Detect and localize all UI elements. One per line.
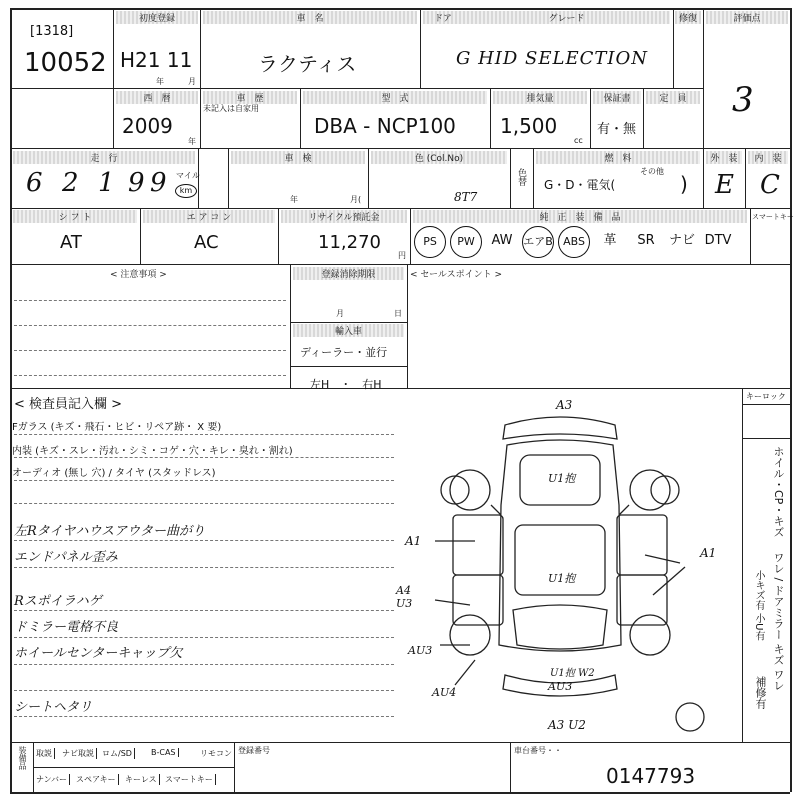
fuel-label: 燃 料: [536, 151, 700, 164]
diagram-mark-right-door: A1: [700, 546, 717, 560]
equipment-label: SR: [637, 233, 655, 248]
mileage-digit-2: 2: [62, 168, 79, 198]
handwritten-note-6: シートヘタリ: [14, 700, 93, 715]
sales-point-label: < セールスポイント >: [410, 270, 502, 280]
mileage-unit-mile: マイル: [176, 171, 200, 180]
wheel-note: ホイル・CP・キズ: [772, 446, 785, 538]
recycle-value: 11,270: [318, 232, 381, 253]
warranty-label: 保証書: [593, 91, 641, 104]
recycle-label: リサイクル預託金: [281, 210, 407, 223]
exterior-value: E: [715, 170, 734, 200]
diagram-mark-rear-panel: AU3: [548, 680, 573, 693]
interior-value: C: [760, 170, 780, 200]
color-change-label: 色替: [516, 168, 526, 186]
inspection-label: 車 検: [231, 151, 365, 164]
equipment-label: 革: [603, 233, 617, 248]
first-reg-label: 初度登録: [116, 11, 198, 24]
model-label: 型 式: [303, 91, 487, 104]
equipment-label: DTV: [704, 233, 732, 248]
exterior-label: 外 装: [706, 151, 742, 164]
deadline-month-mark: 月: [336, 309, 344, 318]
equipment-ps: [412, 226, 448, 256]
inspector-title: < 検査員記入欄 >: [14, 397, 123, 412]
diagram-mark-rear-window: U1抱 W2: [550, 668, 595, 679]
inspector-line-glass: Fガラス (キズ・飛石・ヒビ・リペア跡・ X 要): [12, 422, 222, 433]
caution-label: < 注意事項 >: [110, 270, 167, 280]
diagram-mark-roof: U1抱: [548, 572, 576, 585]
car-name-label: 車 名: [203, 11, 417, 24]
mileage-digit-1: 6: [26, 168, 43, 198]
equipment-ナビ: [664, 226, 700, 256]
equipment-label: 純 正 装 備 品: [413, 210, 747, 223]
footer-side-label: 装備品: [18, 746, 27, 770]
equipment-label: PS: [414, 226, 446, 258]
grade-label: グレード: [463, 11, 670, 24]
door-label: ドア: [423, 11, 463, 24]
fuel-close: ): [680, 172, 688, 196]
displacement-value: 1,500: [500, 114, 558, 138]
equipment-dtv: [700, 226, 736, 256]
import-label: 輸入車: [293, 324, 404, 337]
footer-item: キーレス: [125, 774, 160, 785]
shift-value: AT: [60, 232, 82, 253]
handwritten-note-5: ホイールセンターキャップ欠: [14, 646, 183, 661]
score-label: 評価点: [706, 11, 788, 24]
aircon-label: エ ア コ ン: [143, 210, 275, 223]
diagram-mark-rear-left: AU4: [432, 686, 457, 699]
capacity-label: 定 員: [646, 91, 700, 104]
key-lock-label: キーロック: [746, 392, 786, 401]
repair-note: 補修有: [754, 676, 767, 709]
handwritten-note-3: Rスポイラハゲ: [14, 594, 102, 609]
yen-mark: 円: [398, 251, 406, 260]
first-reg-month-mark: 月: [188, 77, 196, 86]
equipment-label: ナビ: [668, 233, 695, 248]
deadline-day-mark: 日: [394, 309, 402, 318]
inspector-line-interior: 内装 (キズ・スレ・汚れ・シミ・コゲ・穴・キレ・臭れ・割れ): [12, 446, 293, 457]
equipment-label: エアB: [522, 226, 554, 258]
shift-label: シ フ ト: [13, 210, 137, 223]
inspection-month-mark: 月(: [350, 195, 362, 204]
mileage-digit-5: 9: [150, 168, 167, 198]
mileage-unit-km: km: [175, 184, 197, 198]
equipment-label: AW: [491, 233, 513, 248]
cc-mark: cc: [574, 136, 583, 145]
score-value: 3: [732, 80, 754, 120]
footer-item: 取説: [36, 748, 55, 759]
diagram-mark-hood: U1抱: [548, 472, 576, 485]
fuel-other: その他: [640, 167, 664, 176]
mileage-label: 走 行: [13, 151, 195, 164]
interior-label: 内 装: [748, 151, 788, 164]
fuel-options: G・D・電気(: [544, 178, 616, 192]
diagram-mark-front: A3: [556, 398, 573, 412]
equipment-aw: [484, 226, 520, 256]
year-mark: 年: [188, 137, 196, 146]
equipment-エアb: [520, 226, 556, 256]
keyless-label: スマートキー: [752, 213, 794, 221]
history-note: 未記入は自家用: [203, 104, 259, 113]
diagram-mark-left-rear: A4 U3: [396, 584, 413, 610]
equipment-abs: [556, 226, 592, 256]
first-reg-value: H21 11: [120, 48, 193, 72]
grade-value: G HID SELECTION: [456, 48, 649, 69]
aircon-value: AC: [194, 232, 219, 253]
first-reg-year-mark: 年: [156, 77, 164, 86]
reg-number-label: 登録番号: [238, 746, 270, 755]
equipment-sr: [628, 226, 664, 256]
footer-item: ナンバー: [36, 774, 70, 785]
footer-item: スペアキー: [76, 774, 119, 785]
mileage-digit-3: 1: [98, 168, 115, 198]
inspection-year-mark: 年: [290, 195, 298, 204]
reg-deadline-label: 登録消除期限: [293, 267, 404, 280]
warranty-value: 有・無: [597, 122, 637, 137]
color-code: 8T7: [454, 190, 478, 204]
footer-item: リモコン: [200, 748, 235, 759]
mileage-digit-4: 9: [128, 168, 145, 198]
car-name: ラクティス: [258, 52, 357, 76]
door-mirror-note: ワレ / ドアミラー キズ ワレ: [772, 552, 785, 691]
lot-tag: [1318]: [30, 24, 74, 39]
diagram-mark-rear-bumper: A3 U2: [548, 718, 586, 732]
footer-item: B-CAS: [151, 748, 179, 757]
year-value: 2009: [122, 114, 173, 138]
footer-item: ロム/SD: [102, 748, 135, 759]
history-label: 車 歴: [203, 91, 297, 104]
chassis-number: 0147793: [606, 764, 696, 788]
diagram-mark-left-door: A1: [405, 534, 422, 548]
equipment-革: [592, 226, 628, 256]
inspector-line-audio: オーディオ (無し 穴) / タイヤ (スタッドレス): [12, 468, 216, 479]
footer-item: ナビ取説: [62, 748, 97, 759]
color-label: 色 (Col.No): [371, 151, 507, 164]
equipment-label: PW: [450, 226, 482, 258]
chassis-label: 車台番号・・: [514, 746, 562, 755]
import-value: ディーラー・並行: [300, 346, 388, 359]
footer-item: スマートキー: [165, 774, 216, 785]
handwritten-note-1: 左Rタイヤハウスアウター曲がり: [14, 524, 206, 539]
displacement-label: 排気量: [493, 91, 587, 104]
equipment-label: ABS: [558, 226, 590, 258]
small-marks-note: 小キズ有 小U有: [753, 570, 764, 641]
handle-value: 左H ・ 右H: [310, 378, 382, 391]
handwritten-note-2: エンドパネル歪み: [14, 550, 118, 565]
repair-label: 修復: [675, 11, 701, 24]
model-value: DBA - NCP100: [314, 114, 456, 138]
year-label: 西 暦: [116, 91, 198, 104]
handwritten-note-4: ドミラー電格不良: [14, 620, 119, 635]
equipment-pw: [448, 226, 484, 256]
lot-number: 10052: [24, 48, 107, 78]
diagram-mark-left-wheel: AU3: [408, 644, 433, 657]
